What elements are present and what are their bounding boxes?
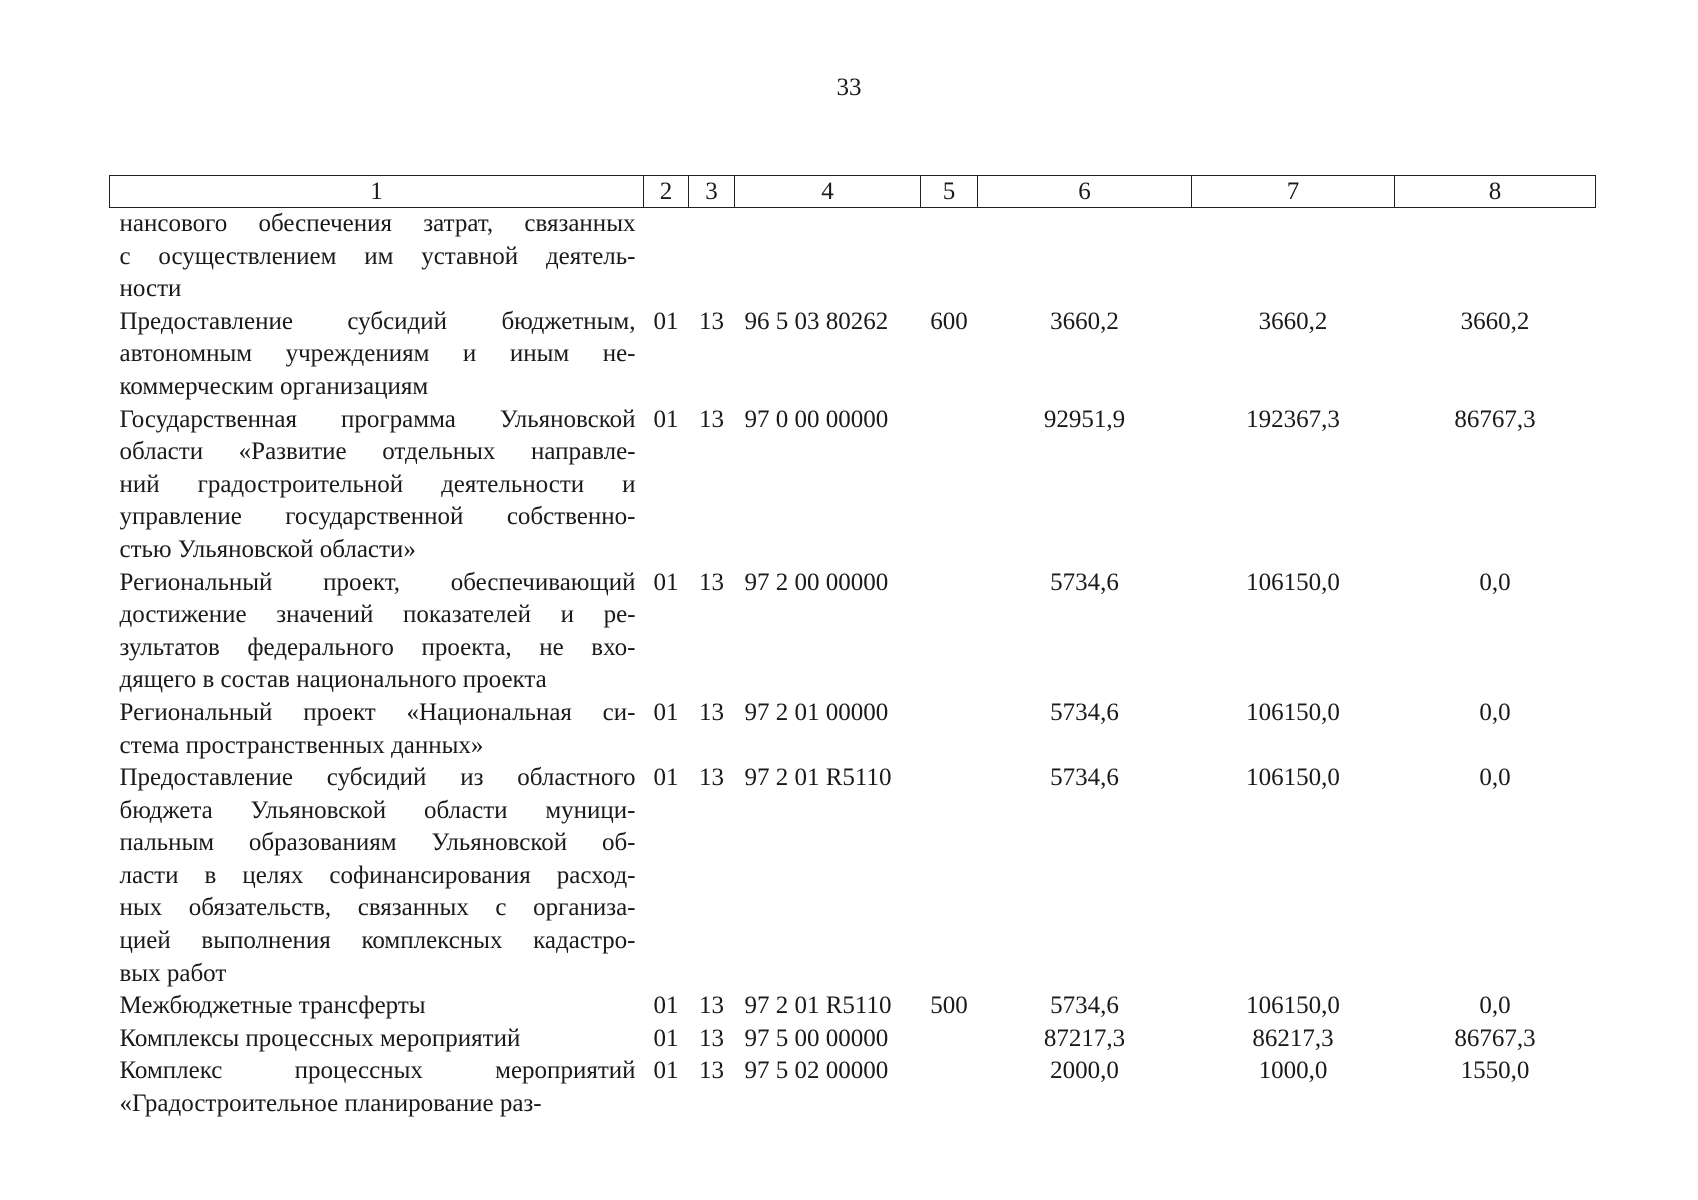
amount-col-8 [1395, 208, 1596, 306]
table-row [110, 208, 1596, 306]
target-article-code: 97 0 00 00000 [744, 405, 889, 433]
amount-col-8: 86767,3 [1454, 1024, 1536, 1052]
section-code: 01 [653, 1024, 679, 1052]
description-line: Предоставление субсидий из областного [119, 764, 636, 792]
amount-col-7: 86217,3 [1252, 1024, 1334, 1052]
section-code: 01 [653, 568, 679, 596]
expense-type-code [921, 208, 978, 306]
table-row [110, 1023, 1596, 1056]
amount-col-7: 106150,0 [1246, 992, 1340, 1020]
description-line: с осуществлением им уставной деятель- [119, 242, 636, 270]
target-article-code: 97 2 01 R5110 [744, 992, 892, 1020]
description-line: Региональный проект, обеспечивающий [119, 568, 636, 596]
expense-type-code: 500 [930, 992, 968, 1020]
amount-col-8: 0,0 [1479, 764, 1511, 792]
target-article-code: 97 2 00 00000 [744, 568, 889, 596]
amount-col-8: 0,0 [1479, 992, 1511, 1020]
amount-col-8: 0,0 [1479, 568, 1511, 596]
section-code: 01 [653, 698, 679, 726]
row-description [110, 306, 644, 404]
table-header-row [110, 176, 1596, 208]
target-article-code: 96 5 03 80262 [744, 307, 889, 335]
section-code: 01 [653, 992, 679, 1020]
description-line: управление государственной собственно- [119, 503, 636, 531]
amount-col-6 [978, 208, 1192, 306]
subsection-code: 13 [699, 992, 724, 1020]
description-line: стью Ульяновской области» [119, 535, 416, 563]
description-line: «Градостроительное планирование раз- [119, 1090, 542, 1118]
row-description [110, 208, 644, 306]
table-body [110, 208, 1596, 1121]
row-description [110, 990, 644, 1023]
amount-col-8: 0,0 [1479, 698, 1511, 726]
row-description [110, 762, 644, 990]
section-code: 01 [653, 307, 679, 335]
subsection-code: 13 [699, 307, 724, 335]
description-line: цией выполнения комплексных кадастро- [119, 927, 636, 955]
description-line: Межбюджетные трансферты [119, 992, 426, 1020]
amount-col-7: 192367,3 [1246, 405, 1340, 433]
description-line: бюджета Ульяновской области муници- [119, 796, 636, 824]
amount-col-6: 5734,6 [1050, 568, 1119, 596]
target-article-code: 97 2 01 R5110 [744, 764, 892, 792]
amount-col-6: 5734,6 [1050, 992, 1119, 1020]
expense-type-code [921, 1055, 978, 1120]
table-row [110, 306, 1596, 404]
amount-col-8: 1550,0 [1460, 1057, 1530, 1085]
description-line: ных обязательств, связанных с организа- [119, 894, 636, 922]
description-line: пальным образованиям Ульяновской об- [119, 829, 636, 857]
description-line: Предоставление субсидий бюджетным, [119, 307, 636, 335]
description-line: вых работ [119, 959, 227, 987]
row-description [110, 567, 644, 697]
row-description [110, 697, 644, 762]
expense-type-code [921, 697, 978, 762]
table-row [110, 697, 1596, 762]
description-line: нансового обеспечения затрат, связанных [119, 210, 636, 237]
page-number: 33 [836, 74, 862, 101]
budget-table [109, 175, 1596, 1121]
table-row [110, 762, 1596, 990]
section-code [644, 208, 689, 306]
target-article-code: 97 5 00 00000 [744, 1024, 889, 1052]
amount-col-6: 2000,0 [1050, 1057, 1119, 1085]
description-line: ний градостроительной деятельности и [119, 470, 636, 498]
description-line: достижение значений показателей и ре- [119, 601, 636, 629]
column-header-2: 2 [644, 176, 689, 208]
amount-col-8: 86767,3 [1454, 405, 1536, 433]
column-header-4: 4 [735, 176, 921, 208]
amount-col-6: 5734,6 [1050, 764, 1119, 792]
target-article-code: 97 2 01 00000 [744, 698, 889, 726]
subsection-code: 13 [699, 1057, 724, 1085]
amount-col-7: 106150,0 [1246, 764, 1340, 792]
subsection-code [689, 208, 735, 306]
row-description [110, 404, 644, 567]
description-line: Комплексы процессных мероприятий [119, 1024, 521, 1052]
section-code: 01 [653, 405, 679, 433]
row-description [110, 1023, 644, 1056]
description-line: ласти в целях софинансирования расход- [119, 861, 636, 889]
description-line: коммерческим организациям [119, 372, 429, 400]
description-line: области «Развитие отдельных направле- [119, 438, 636, 466]
subsection-code: 13 [699, 1024, 724, 1052]
column-header-5: 5 [921, 176, 978, 208]
expense-type-code [921, 567, 978, 697]
amount-col-7: 106150,0 [1246, 568, 1340, 596]
amount-col-7 [1192, 208, 1395, 306]
amount-col-6: 87217,3 [1043, 1024, 1126, 1052]
description-line: Государственная программа Ульяновской [119, 405, 636, 433]
expense-type-code [921, 1023, 978, 1056]
table-row [110, 1055, 1596, 1120]
amount-col-8: 3660,2 [1460, 307, 1530, 335]
subsection-code: 13 [699, 698, 724, 726]
subsection-code: 13 [699, 764, 724, 792]
description-line: зультатов федерального проекта, не вхо- [119, 633, 636, 661]
amount-col-6: 92951,9 [1043, 405, 1126, 433]
description-line: Региональный проект «Национальная си- [119, 698, 636, 726]
amount-col-6: 5734,6 [1050, 698, 1119, 726]
description-line: стема пространственных данных» [119, 731, 484, 759]
column-header-7: 7 [1192, 176, 1395, 208]
expense-type-code [921, 762, 978, 990]
description-line: ности [119, 275, 182, 303]
subsection-code: 13 [699, 405, 724, 433]
expense-type-code: 600 [930, 307, 968, 335]
target-article-code [735, 208, 921, 306]
column-header-8: 8 [1395, 176, 1596, 208]
table-row [110, 567, 1596, 697]
column-header-3: 3 [689, 176, 735, 208]
amount-col-7: 106150,0 [1246, 698, 1340, 726]
amount-col-6: 3660,2 [1050, 307, 1119, 335]
table-row [110, 404, 1596, 567]
section-code: 01 [653, 1057, 679, 1085]
amount-col-7: 1000,0 [1258, 1057, 1328, 1085]
target-article-code: 97 5 02 00000 [744, 1057, 889, 1085]
amount-col-7: 3660,2 [1258, 307, 1328, 335]
column-header-6: 6 [978, 176, 1192, 208]
row-description [110, 1055, 644, 1120]
column-header-1: 1 [110, 176, 644, 208]
expense-type-code [921, 404, 978, 567]
description-line: автономным учреждениям и иным не- [119, 340, 636, 368]
section-code: 01 [653, 764, 679, 792]
description-line: дящего в состав национального проекта [119, 666, 547, 694]
description-line: Комплекс процессных мероприятий [119, 1057, 636, 1085]
subsection-code: 13 [699, 568, 724, 596]
table-row [110, 990, 1596, 1023]
